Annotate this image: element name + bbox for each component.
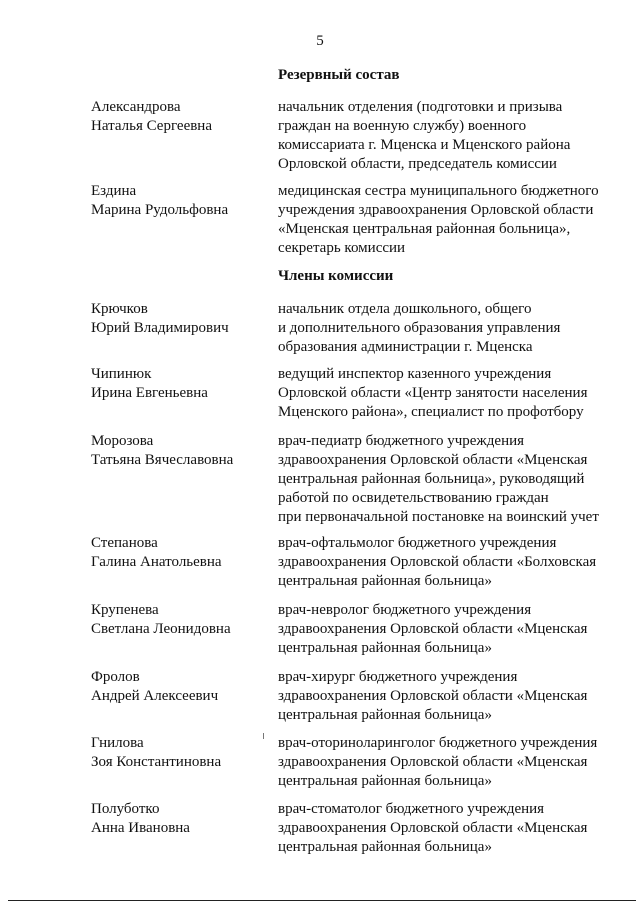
position-line: граждан на военную службу) военного — [278, 118, 527, 134]
position-line: учреждения здравоохранения Орловской области — [278, 202, 594, 218]
position-line: ведущий инспектор казенного учреждения — [278, 366, 552, 382]
person-name — [91, 734, 276, 772]
person-name — [91, 365, 276, 403]
person-given-name: Галина Анатольевна — [91, 554, 222, 570]
person-name — [91, 601, 276, 639]
person-surname: Ездина — [91, 183, 137, 199]
person-name — [91, 98, 276, 136]
person-given-name: Ирина Евгеньевна — [91, 385, 208, 401]
position-line: центральная районная больница» — [278, 773, 492, 789]
person-given-name: Татьяна Вячеславовна — [91, 452, 234, 468]
person-position — [278, 432, 618, 527]
position-line: врач-педиатр бюджетного учреждения — [278, 433, 525, 449]
position-line: начальник отделения (подготовки и призыва — [278, 99, 563, 115]
person-surname: Гнилова — [91, 735, 144, 751]
position-line: секретарь комиссии — [278, 240, 406, 256]
position-line: центральная районная больница» — [278, 640, 492, 656]
position-line: Орловской области, председатель комиссии — [278, 156, 557, 172]
position-line: центральная районная больница» — [278, 573, 492, 589]
person-position — [278, 182, 618, 258]
position-line: центральная районная больница» — [278, 839, 492, 855]
position-line: здравоохранения Орловской области «Мценская — [278, 621, 588, 637]
person-name — [91, 300, 276, 338]
position-line: начальник отдела дошкольного, общего — [278, 301, 532, 317]
person-position — [278, 534, 618, 591]
person-given-name: Марина Рудольфовна — [91, 202, 229, 218]
person-position — [278, 668, 618, 725]
person-position — [278, 601, 618, 658]
position-line: врач-стоматолог бюджетного учреждения — [278, 801, 545, 817]
members-heading: Члены комиссии — [278, 268, 394, 284]
position-line: здравоохранения Орловской области «Мценская — [278, 820, 588, 836]
person-name — [91, 432, 276, 470]
person-name — [91, 800, 276, 838]
person-position — [278, 300, 618, 357]
person-surname: Степанова — [91, 535, 158, 551]
position-line: работой по освидетельствованию граждан — [278, 490, 549, 506]
person-given-name: Зоя Константиновна — [91, 754, 222, 770]
position-line: врач-невролог бюджетного учреждения — [278, 602, 532, 618]
person-name — [91, 668, 276, 706]
person-surname: Крючков — [91, 301, 148, 317]
position-line: комиссариата г. Мценска и Мценского района — [278, 137, 571, 153]
person-position — [278, 800, 618, 857]
person-surname: Крупенева — [91, 602, 159, 618]
person-surname: Чипинюк — [91, 366, 152, 382]
person-position — [278, 98, 618, 174]
person-given-name: Светлана Леонидовна — [91, 621, 231, 637]
position-line: здравоохранения Орловской области «Мценская — [278, 754, 588, 770]
position-line: центральная районная больница», руководящий — [278, 471, 585, 487]
scan-artifact — [263, 733, 264, 739]
position-line: врач-хирург бюджетного учреждения — [278, 669, 518, 685]
person-position — [278, 734, 618, 791]
person-given-name: Андрей Алексеевич — [91, 688, 219, 704]
position-line: медицинская сестра муниципального бюджетного — [278, 183, 599, 199]
position-line: «Мценская центральная районная больница», — [278, 221, 571, 237]
position-line: врач-оториноларинголог бюджетного учреждения — [278, 735, 598, 751]
position-line: здравоохранения Орловской области «Болховская — [278, 554, 597, 570]
person-given-name: Юрий Владимирович — [91, 320, 229, 336]
position-line: центральная районная больница» — [278, 707, 492, 723]
position-line: врач-офтальмолог бюджетного учреждения — [278, 535, 557, 551]
position-line: Орловской области «Центр занятости населения — [278, 385, 588, 401]
person-position — [278, 365, 618, 422]
person-given-name: Наталья Сергеевна — [91, 118, 212, 134]
position-line: образования администрации г. Мценска — [278, 339, 533, 355]
person-surname: Фролов — [91, 669, 140, 685]
person-surname: Александрова — [91, 99, 181, 115]
page-bottom-rule — [8, 900, 636, 901]
position-line: при первоначальной постановке на воинский учет — [278, 509, 599, 525]
position-line: здравоохранения Орловской области «Мценская — [278, 452, 588, 468]
person-surname: Полуботко — [91, 801, 160, 817]
person-given-name: Анна Ивановна — [91, 820, 190, 836]
page-number: 5 — [316, 33, 324, 49]
position-line: и дополнительного образования управления — [278, 320, 561, 336]
person-name — [91, 534, 276, 572]
person-name — [91, 182, 276, 220]
position-line: здравоохранения Орловской области «Мценская — [278, 688, 588, 704]
person-surname: Морозова — [91, 433, 154, 449]
reserve-heading: Резервный состав — [278, 67, 400, 83]
position-line: Мценского района», специалист по профотбору — [278, 404, 584, 420]
